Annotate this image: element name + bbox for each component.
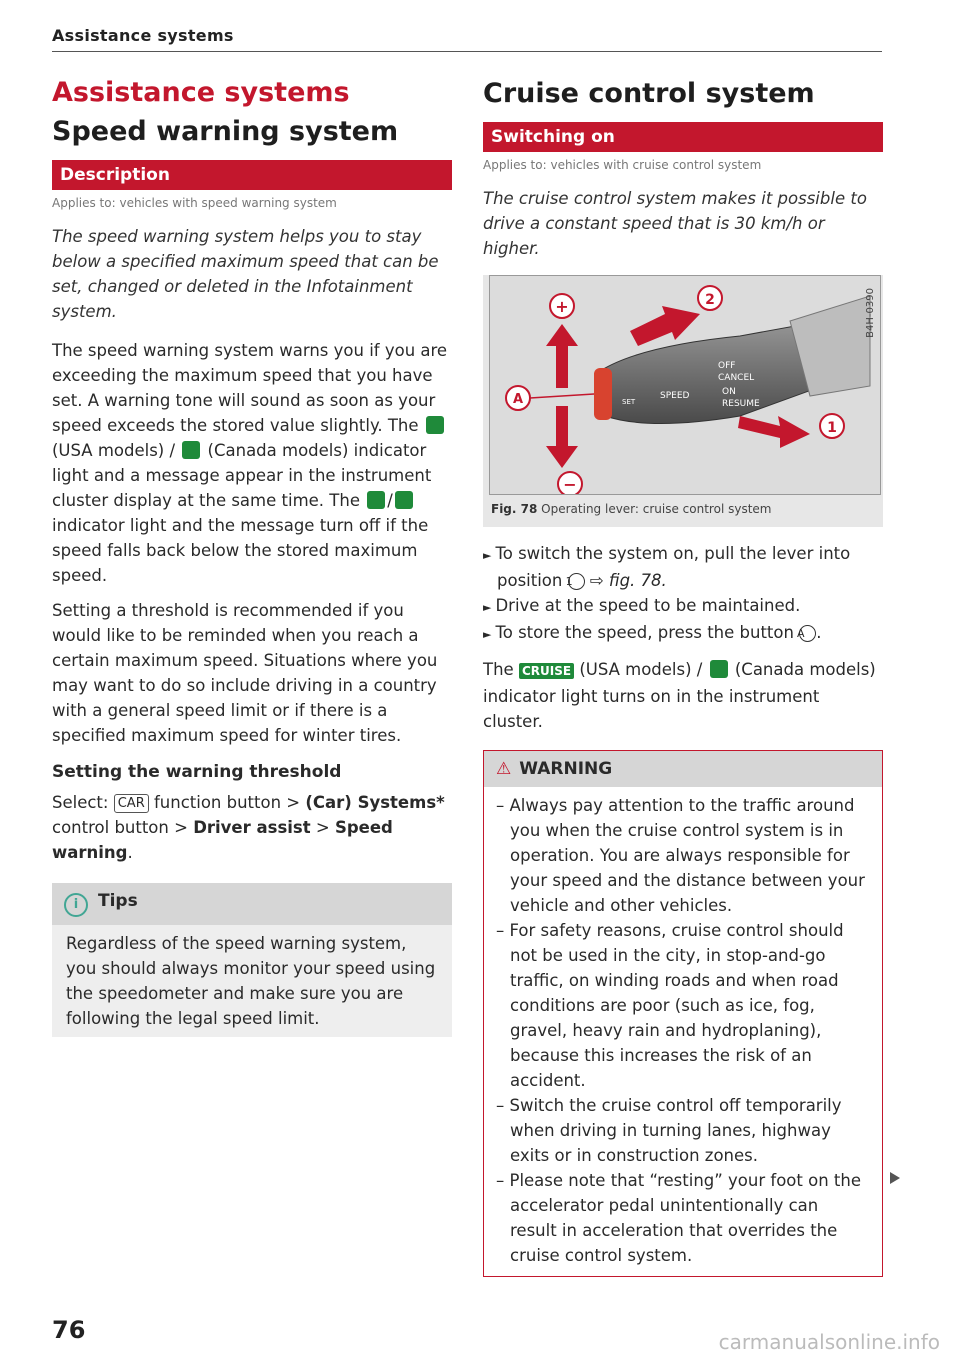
page-number: 76 bbox=[52, 1316, 86, 1344]
speed-warning-canada-icon bbox=[182, 441, 200, 459]
fig-number: Fig. 78 bbox=[491, 502, 538, 516]
warning-body bbox=[484, 787, 882, 1276]
ind-c: (Canada models) indicator light turns on in the instrument cluster. bbox=[483, 660, 876, 731]
warning-item: – Please note that “resting” your foot on the accelerator pedal unintentionally can result in acceleration that overrides the cruise control system. bbox=[496, 1171, 861, 1265]
page-title: Speed warning system bbox=[52, 116, 399, 147]
step-3-text: To store the speed, press the button bbox=[495, 623, 794, 642]
step-1-text: To switch the system on, pull the lever into position bbox=[495, 544, 851, 590]
tips-header bbox=[52, 883, 452, 925]
paragraph-threshold: Setting a threshold is recommended if you would like to be reminded when you reach a certain maximum speed. Situations where you may want to do so include driving in a country with a general speed limit or if there is a specified maximum speed for winter tires. bbox=[52, 601, 438, 745]
lever-on: ON bbox=[722, 387, 736, 397]
select-sep: > bbox=[315, 818, 330, 837]
two-label: 2 bbox=[705, 292, 715, 308]
ind-a: The bbox=[483, 660, 514, 679]
speed-warning-usa-icon bbox=[367, 491, 385, 509]
figure-code: B4H-0390 bbox=[865, 288, 876, 338]
ind-b: (USA models) / bbox=[579, 660, 703, 679]
warning-item: – For safety reasons, cruise control should not be used in the city, in stop-and-go traffic, on winding roads and when road conditions are poor (such as ice, fog, gravel, heavy rain and hydroplaning), because this increases the risk of an accident. bbox=[496, 921, 844, 1090]
steps-list bbox=[483, 541, 883, 647]
warning-item: – Always pay attention to the traffic around you when the cruise control system is in operation. You are always responsible for your speed and the distance between your vehicle and other vehicles. bbox=[496, 796, 865, 915]
info-icon: i bbox=[64, 893, 88, 917]
tips-title: Tips bbox=[98, 891, 138, 911]
p1-c: (Canada models) indicator light and a message appear in the instrument cluster display at the same time. The bbox=[52, 441, 432, 510]
applies-note-cruise: Applies to: vehicles with cruise control system bbox=[483, 158, 762, 172]
lead-text-cruise: The cruise control system makes it possible to drive a constant speed that is 30 km/h or higher. bbox=[483, 189, 867, 258]
description-bar: Description bbox=[52, 160, 452, 190]
warning-title: WARNING bbox=[519, 759, 613, 779]
running-header: Assistance systems bbox=[52, 26, 234, 45]
arrow-2-icon bbox=[630, 306, 700, 346]
select-speed-warning: Speed warning bbox=[52, 818, 393, 862]
select-driver-assist: Driver assist bbox=[193, 818, 311, 837]
fig-caption-text: Operating lever: cruise control system bbox=[541, 502, 772, 516]
button-a-shape bbox=[594, 368, 612, 420]
lever-set: SET bbox=[622, 398, 636, 406]
lever-resume: RESUME bbox=[722, 399, 760, 409]
tips-text: Regardless of the speed warning system, you should always monitor your speed using the speedometer and make sure you are following the legal speed limit. bbox=[66, 934, 436, 1028]
warning-box bbox=[483, 750, 883, 1277]
select-text-d: control button > bbox=[52, 818, 188, 837]
setting-heading: Setting the warning threshold bbox=[52, 762, 342, 782]
step-3-end: . bbox=[816, 623, 822, 642]
lever-drawing bbox=[490, 276, 880, 494]
watermark: carmanualsonline.info bbox=[718, 1330, 940, 1354]
continue-arrow-icon bbox=[890, 1172, 900, 1184]
select-car-systems: (Car) Systems* bbox=[305, 793, 445, 812]
paragraph-warning: The speed warning system warns you if you are exceeding the maximum speed that you have set. A warning tone will sound as soon as your speed exceeds the stored value slightly. The (USA models) / (Canada models) indicator light and a message appear in the instrument cluster display at the same time. The / indicator light and the message turn off if the speed falls back below the stored maximum speed. bbox=[52, 341, 448, 585]
select-label: Select: bbox=[52, 793, 109, 812]
fig-ref[interactable]: ⇨ fig. 78. bbox=[589, 571, 667, 590]
lever-speed: SPEED bbox=[660, 391, 690, 401]
warning-triangle-icon: ⚠ bbox=[496, 759, 512, 779]
tips-box bbox=[52, 883, 452, 1037]
p1-b: (USA models) / bbox=[52, 441, 176, 460]
car-key: CAR bbox=[114, 794, 149, 813]
lead-text: The speed warning system helps you to stay below a specified maximum speed that can be set, changed or deleted in the Infotainment system. bbox=[52, 227, 439, 321]
step-2: ► Drive at the speed to be maintained. bbox=[483, 596, 801, 615]
header-rule bbox=[52, 51, 882, 52]
lever-illustration bbox=[489, 275, 881, 495]
arrow-1-icon bbox=[738, 416, 810, 448]
speed-warning-usa-icon bbox=[426, 416, 444, 434]
section-title: Assistance systems bbox=[52, 77, 350, 108]
step-2-text: Drive at the speed to be maintained. bbox=[495, 596, 801, 615]
up-arrow-icon bbox=[546, 324, 578, 388]
cruise-indicator-icon: CRUISE bbox=[519, 663, 574, 679]
switching-on-bar: Switching on bbox=[483, 122, 883, 152]
step-3: ► To store the speed, press the button A . bbox=[483, 623, 822, 642]
button-a-icon: A bbox=[799, 625, 816, 642]
step-1: ► To switch the system on, pull the lever into position 1 ⇨ fig. 78. bbox=[483, 544, 851, 590]
speed-warning-canada-icon bbox=[395, 491, 413, 509]
one-label: 1 bbox=[827, 420, 837, 436]
plus-label: + bbox=[555, 297, 569, 316]
a-label: A bbox=[512, 392, 524, 407]
select-end: . bbox=[127, 843, 133, 862]
position-1-icon: 1 bbox=[568, 573, 585, 590]
tips-body bbox=[52, 925, 452, 1037]
minus-label: − bbox=[563, 475, 577, 494]
select-path bbox=[52, 790, 452, 865]
p1-d: indicator light and the message turn off if the speed falls back below the stored maximum speed. bbox=[52, 516, 429, 585]
cruise-canada-icon bbox=[710, 660, 728, 678]
lever-cancel: CANCEL bbox=[718, 373, 755, 383]
applies-note: Applies to: vehicles with speed warning system bbox=[52, 196, 337, 210]
right-column bbox=[483, 70, 883, 1277]
cruise-title: Cruise control system bbox=[483, 78, 815, 109]
select-text-b: function button > bbox=[153, 793, 301, 812]
figure-caption bbox=[483, 495, 883, 523]
p1-a: The speed warning system warns you if you are exceeding the maximum speed that you have set. A warning tone will sound as soon as your speed exceeds the stored value slightly. The bbox=[52, 341, 448, 435]
lever-off: OFF bbox=[718, 361, 736, 371]
indicator-paragraph bbox=[483, 657, 883, 734]
figure-78 bbox=[483, 275, 883, 527]
warning-item: – Switch the cruise control off temporarily when driving in turning lanes, highway exits or in construction zones. bbox=[496, 1096, 842, 1165]
warning-header bbox=[484, 751, 882, 787]
left-column bbox=[52, 70, 452, 1037]
down-arrow-icon bbox=[546, 406, 578, 468]
